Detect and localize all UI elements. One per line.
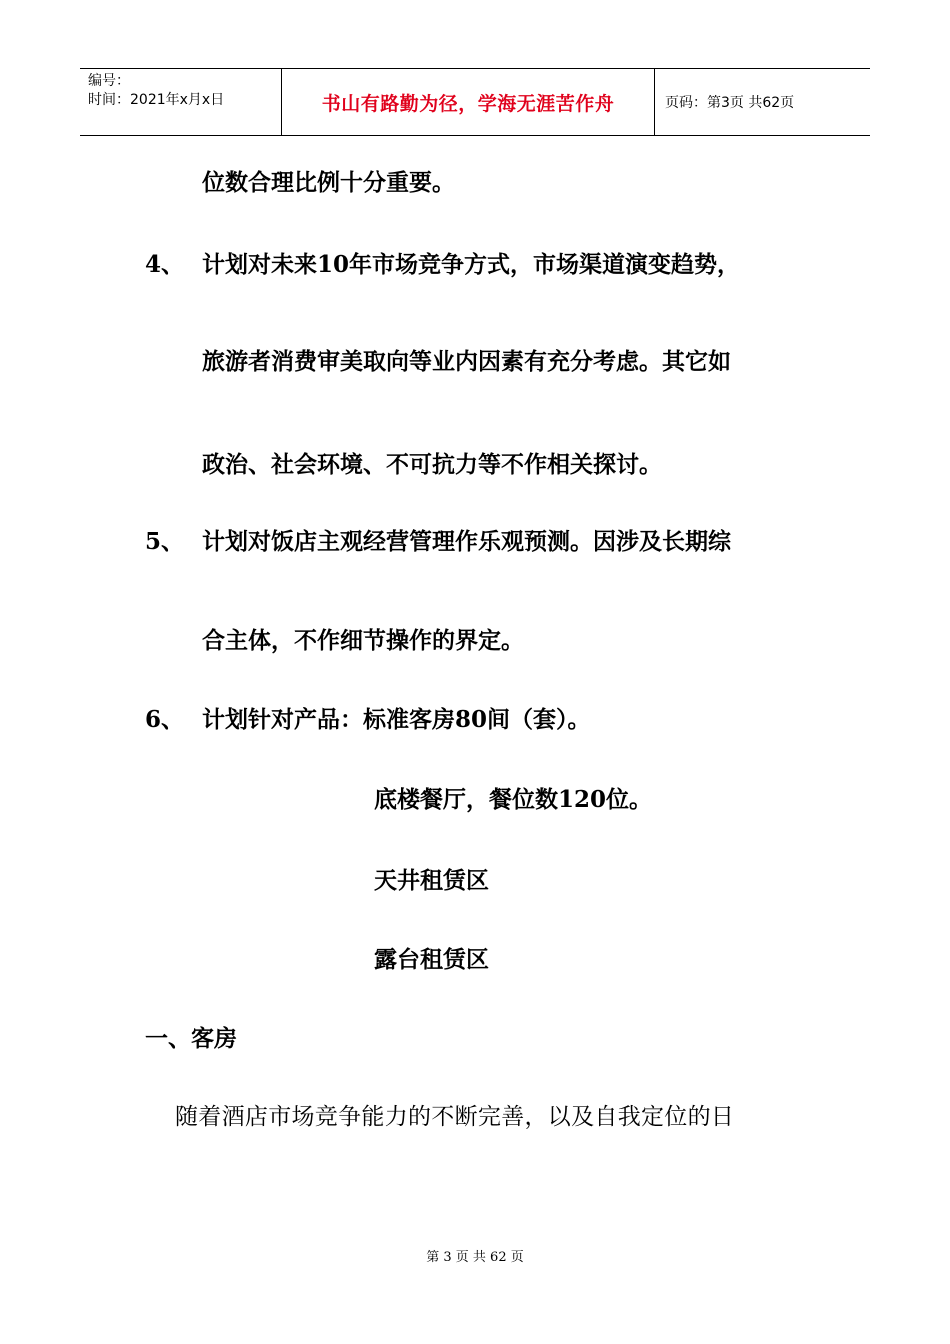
item-number-4: 4、 [145,251,185,278]
number-label: 编号： [88,73,130,89]
time-label: 时间：2021年x月x日 [88,92,225,108]
header-meta [80,69,282,135]
header-page-info: 页码：第3页 共62页 [665,95,795,111]
body-line: 位数合理比例十分重要。 [202,169,455,196]
page-footer: 第 3 页 共 62 页 [426,1250,524,1265]
item-number-5: 5、 [145,528,185,555]
item-number-6: 6、 [145,706,185,733]
page-header [80,68,870,136]
item-6-line-1: 计划针对产品：标准客房80间（套）。 [202,706,591,733]
paragraph-line: 随着酒店市场竞争能力的不断完善，以及自我定位的日 [175,1104,735,1130]
item-6-line-4: 露台租赁区 [374,946,489,973]
item-6-line-2: 底楼餐厅，餐位数120位。 [374,786,653,813]
item-5-line-1: 计划对饭店主观经营管理作乐观预测。因涉及长期综 [202,528,731,555]
item-5-line-2: 合主体，不作细节操作的界定。 [202,627,524,654]
item-6-line-3: 天井租赁区 [374,867,489,894]
item-4-line-2: 旅游者消费审美取向等业内因素有充分考虑。其它如 [202,348,731,375]
section-title: 一、客房 [145,1025,237,1052]
item-4-line-1: 计划对未来10年市场竞争方式，市场渠道演变趋势， [202,251,741,278]
header-motto: 书山有路勤为径，学海无涯苦作舟 [282,69,655,135]
item-4-line-3: 政治、社会环境、不可抗力等不作相关探讨。 [202,451,662,478]
